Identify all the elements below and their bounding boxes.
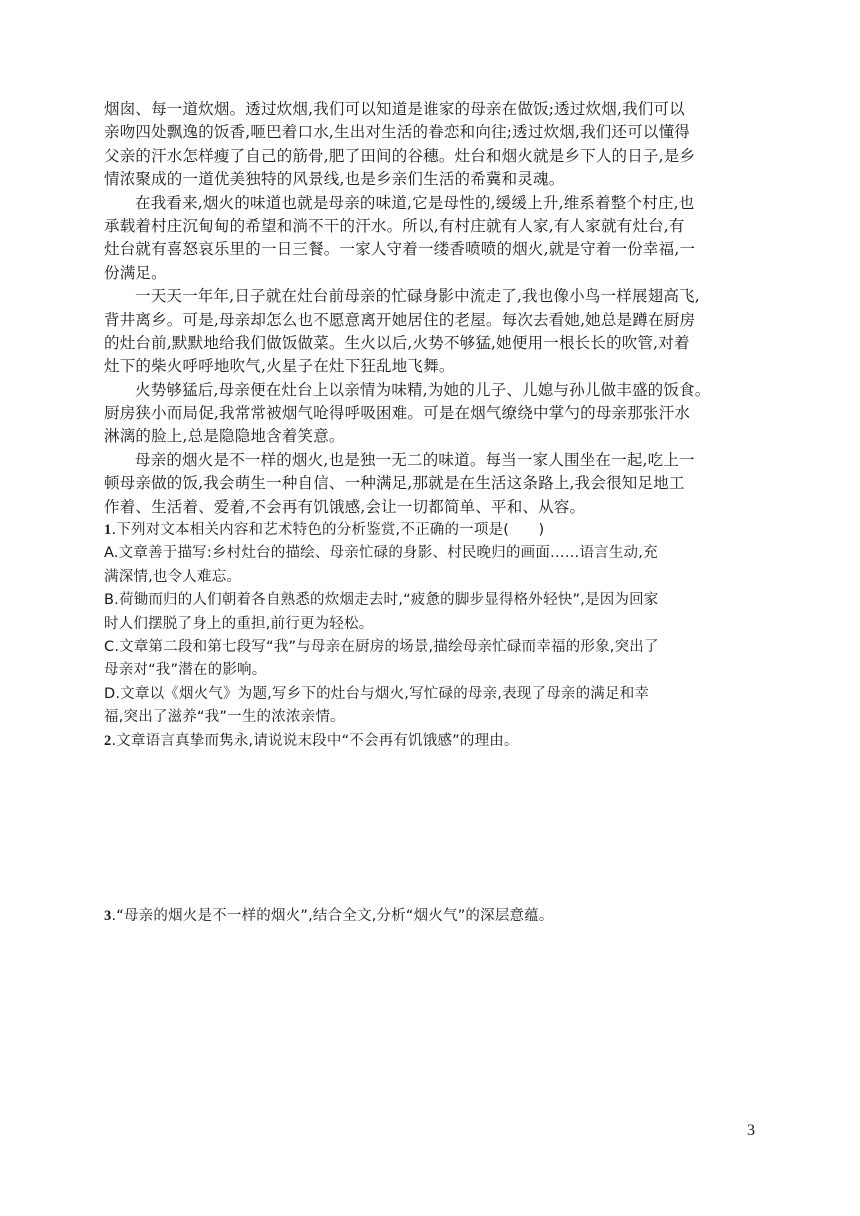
question-number: 1 [104, 522, 112, 539]
text-line: 情浓聚成的一道优美独特的风景线,也是乡亲们生活的希冀和灵魂。 [104, 170, 565, 189]
text-line: 厨房狭小而局促,我常常被烟气呛得呼吸困难。可是在烟气缭绕中掌勺的母亲那张汗水 [104, 404, 691, 423]
option-a-line-2: 满深情,也令人难忘。 [104, 568, 242, 585]
page-number: 3 [747, 1122, 755, 1139]
option-a-line-1: A.文章善于描写:乡村灶台的描绘、母亲忙碌的身影、村民晚归的画面……语言生动,充 [104, 545, 658, 562]
text-line: 一天天一年年,日子就在灶台前母亲的忙碌身影中流走了,我也像小鸟一样展翅高飞, [135, 287, 700, 306]
option-c-line-2: 母亲对“我”潜在的影响。 [104, 662, 267, 679]
text-line: 顿母亲做的饭,我会萌生一种自信、一种满足,那就是在生活这条路上,我会很知足地工 [104, 474, 685, 493]
text-line: 亲吻四处飘逸的饭香,咂巴着口水,生出对生活的眷恋和向往;透过炊烟,我们还可以懂得 [104, 123, 691, 142]
paragraph-2 [104, 192, 764, 286]
question-number: 2 [104, 732, 112, 749]
answer-space [104, 753, 764, 905]
question-text: .文章语言真挚而隽永,请说说末段中“不会再有饥饿感”的理由。 [111, 732, 519, 749]
question-1 [104, 519, 764, 730]
question-stem [104, 905, 764, 928]
paragraph-4 [104, 379, 764, 449]
text-line: 父亲的汗水怎样瘦了自己的筋骨,肥了田间的谷穗。灶台和烟火就是乡下人的日子,是乡 [104, 146, 696, 165]
text-line: 灶台就有喜怒哀乐里的一日三餐。一家人守着一缕香喷喷的烟火,就是守着一份幸福,一 [104, 240, 696, 259]
text-line: 淋漓的脸上,总是隐隐地含着笑意。 [104, 427, 345, 446]
text-line: 份满足。 [104, 263, 167, 282]
paragraph-5 [104, 449, 764, 519]
paragraph-1 [104, 98, 764, 192]
document-page [104, 98, 764, 928]
text-line: 火势够猛后,母亲便在灶台上以亲情为味精,为她的儿子、儿媳与孙儿做丰盛的饭食。 [135, 380, 711, 399]
option-d-line-2: 福,突出了滋养“我”一生的浓浓亲情。 [104, 709, 345, 726]
text-line: 烟囱、每一道炊烟。透过炊烟,我们可以知道是谁家的母亲在做饭;透过炊烟,我们可以 [104, 100, 685, 118]
question-3 [104, 905, 764, 928]
text-line: 母亲的烟火是不一样的烟火,也是独一无二的味道。每当一家人围坐在一起,吃上一 [135, 450, 695, 469]
question-number: 3 [104, 907, 112, 924]
option-b-line-1: B.荷锄而归的人们朝着各自熟悉的炊烟走去时,“疲惫的脚步显得格外轻快”,是因为回家 [104, 592, 659, 609]
text-line: 背井离乡。可是,母亲却怎么也不愿意离开她居住的老屋。每次去看她,她总是蹲在厨房 [104, 310, 696, 329]
question-stem [104, 519, 764, 542]
question-text: .“母亲的烟火是不一样的烟火”,结合全文,分析“烟火气”的深层意蕴。 [111, 907, 554, 924]
question-stem [104, 730, 764, 753]
question-text: .下列对文本相关内容和艺术特色的分析鉴赏,不正确的一项是( ) [111, 522, 545, 539]
text-line: 在我看来,烟火的味道也就是母亲的味道,它是母性的,缓缓上升,维系着整个村庄,也 [135, 193, 695, 212]
option-d-line-1: D.文章以《烟火气》为题,写乡下的灶台与烟火,写忙碌的母亲,表现了母亲的满足和幸 [104, 685, 650, 702]
question-2 [104, 730, 764, 753]
text-line: 作着、生活着、爱着,不会再有饥饿感,会让一切都简单、平和、从容。 [104, 497, 586, 516]
text-line: 的灶台前,默默地给我们做饭做菜。生火以后,火势不够猛,她便用一根长长的吹管,对着 [104, 333, 690, 352]
paragraph-3 [104, 285, 764, 379]
option-b-line-2: 时人们摆脱了身上的重担,前行更为轻松。 [104, 615, 374, 632]
text-line: 灶下的柴火呼呼地吹气,火星子在灶下狂乱地飞舞。 [104, 357, 455, 376]
option-c-line-1: C.文章第二段和第七段写“我”与母亲在厨房的场景,描绘母亲忙碌而幸福的形象,突出了 [104, 638, 659, 655]
text-line: 承载着村庄沉甸甸的希望和淌不干的汗水。所以,有村庄就有人家,有人家就有灶台,有 [104, 216, 685, 235]
